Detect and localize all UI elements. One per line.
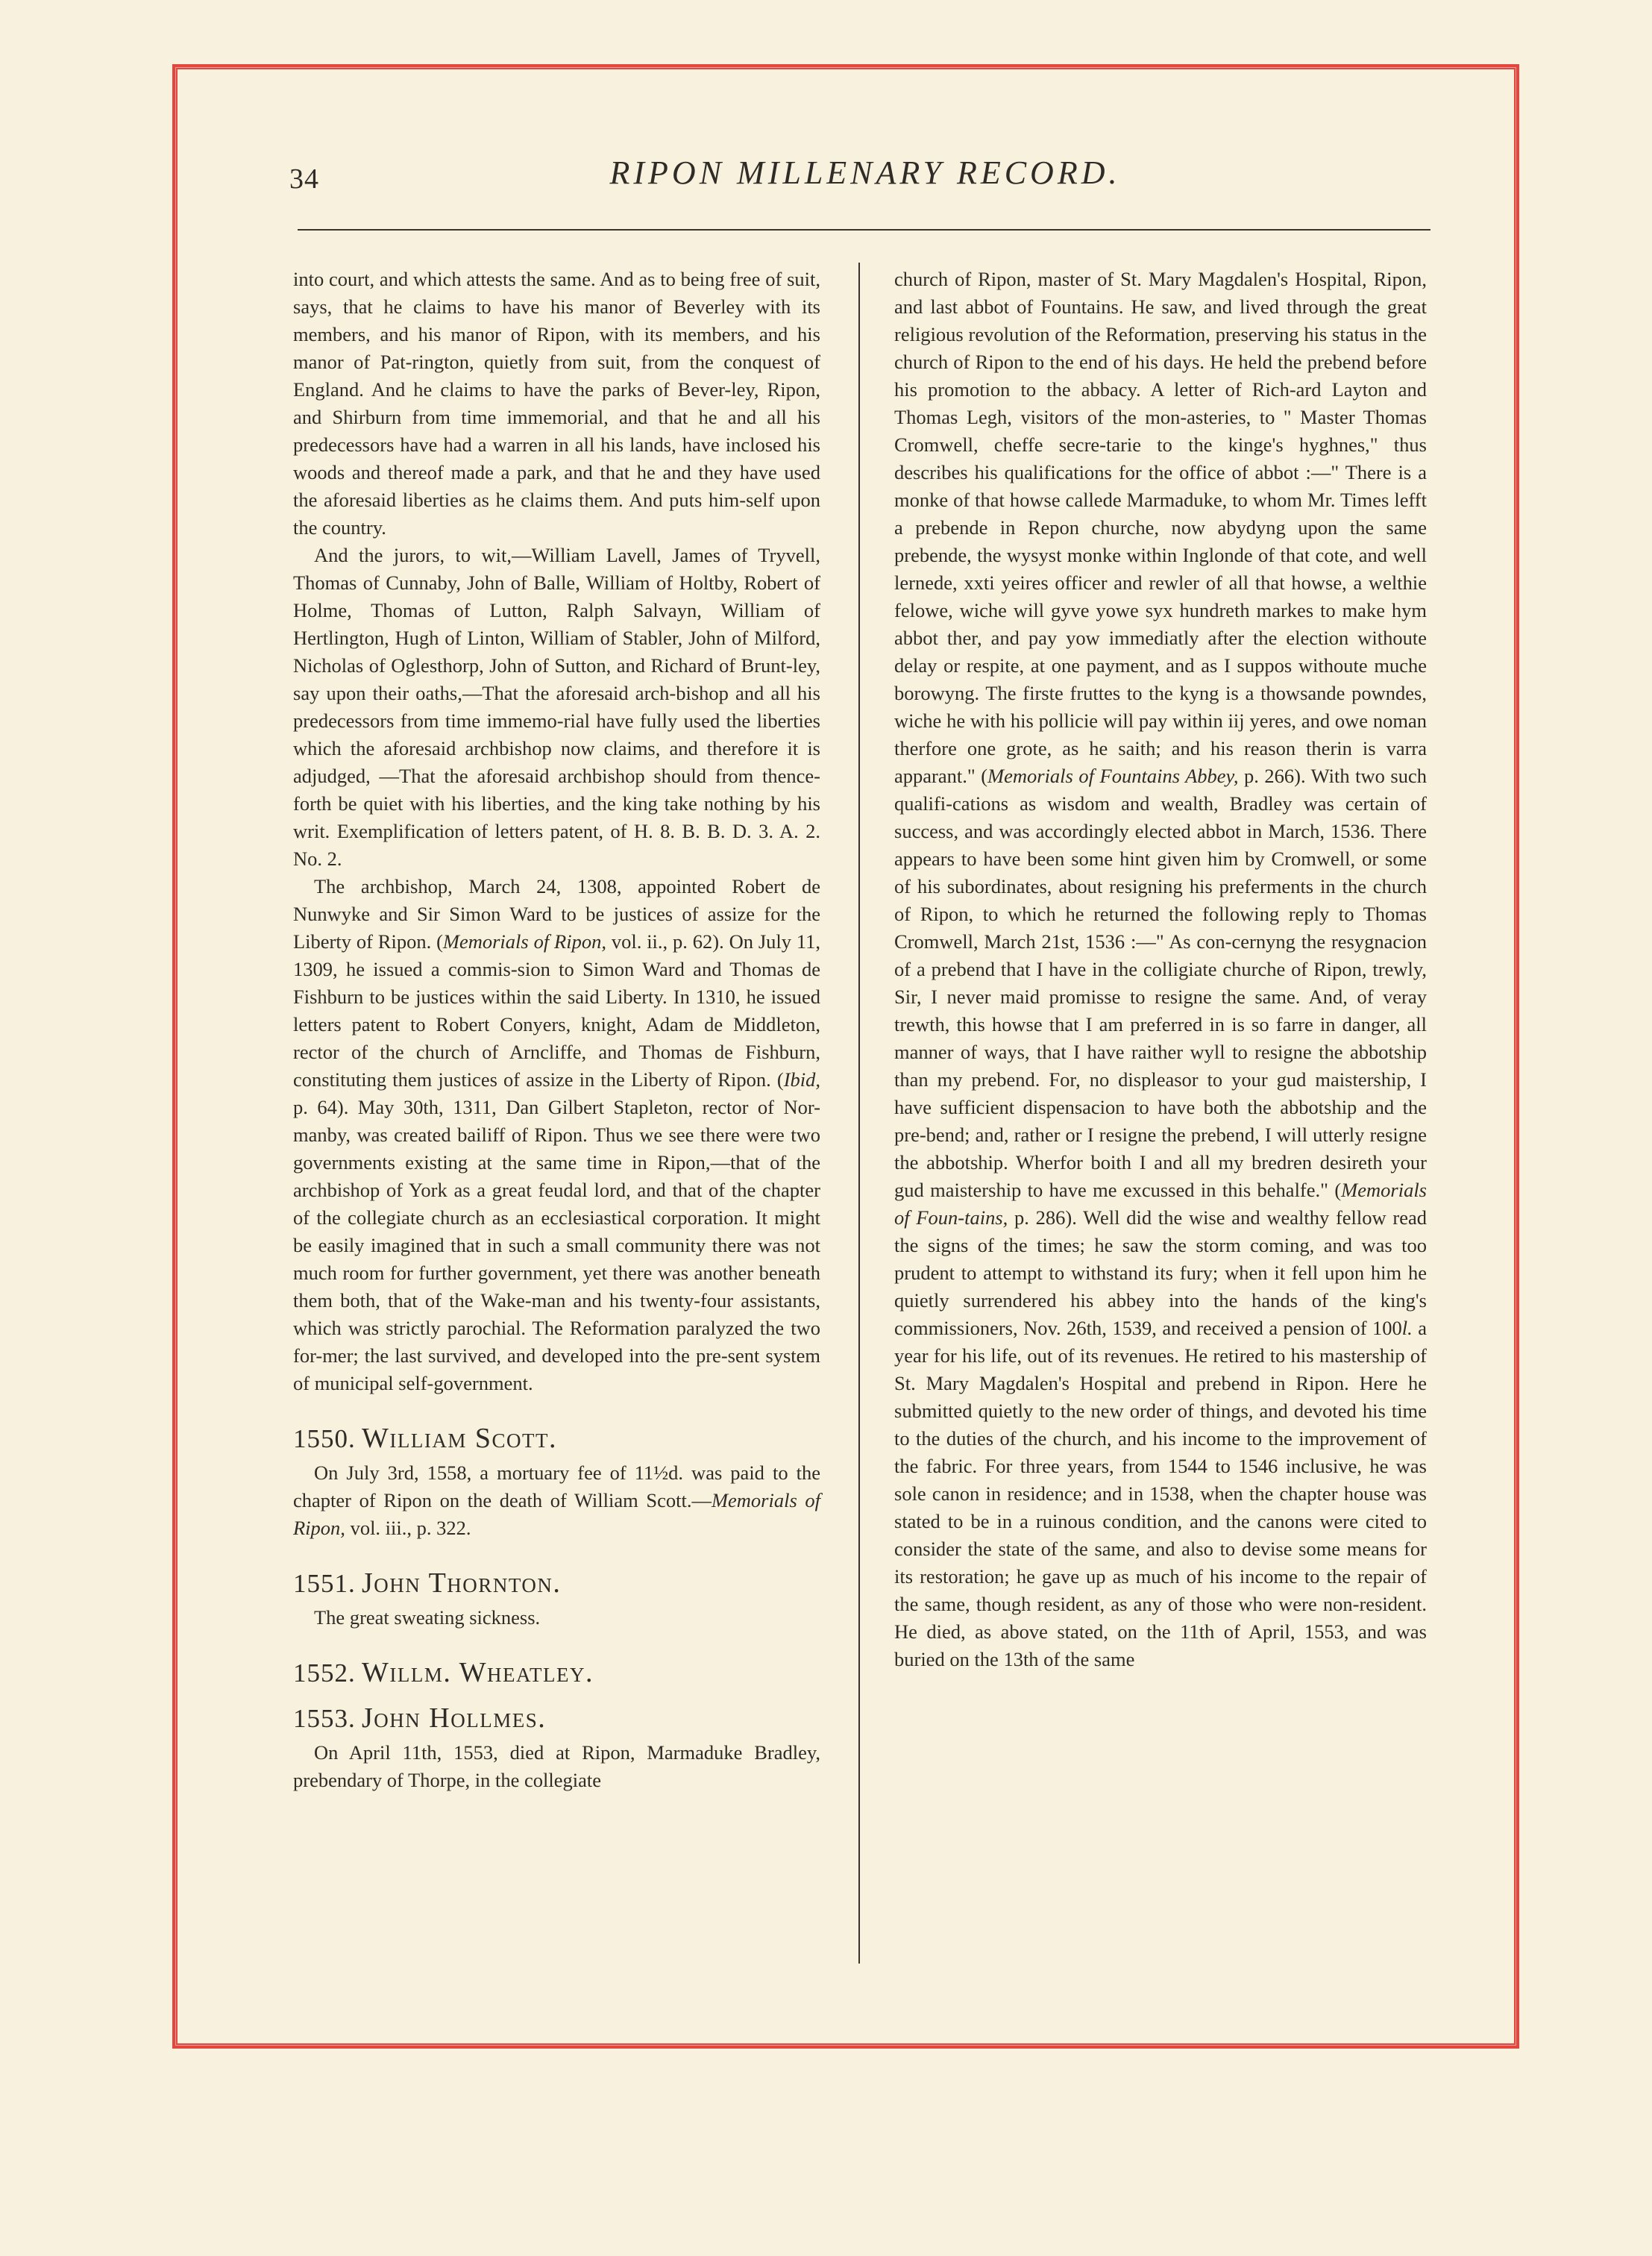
entry-name: John Hollmes.	[362, 1702, 547, 1734]
paragraph: into court, and which attests the same. And as to being free of suit, says, that he claims to have his manor of Beverley with its members, and his manor of Ripon, with its members, and his manor of Pat-rington, quietly from suit, from the conquest of England. And he claims to have the parks of Bever-ley, Ripon, and Shirburn from time immemorial, and that he and all his predecessors have had a warren in all his lands, have inclosed his woods and thereof made a park, and that he and they have used the aforesaid liberties as he claims them. And puts him-self upon the country.	[293, 268, 820, 539]
entry-text: On July 3rd, 1558, a mortuary fee of 11½d. was paid to the chapter of Ripon on the death of William Scott.—Memorials of Ripon, vol. iii., p. 322.	[293, 1461, 820, 1539]
running-head: RIPON MILLENARY RECORD.	[609, 154, 1121, 191]
citation: Ibid,	[783, 1068, 820, 1091]
paragraph: The archbishop, March 24, 1308, appointed Robert de Nunwyke and Sir Simon Ward to be justices of assize for the Liberty of Ripon. (Memorials of Ripon, vol. ii., p. 62). On July 11, 1309, he issued a commis-sion to Simon Ward and Thomas de Fishburn to be justices within the said Liberty. In 1310, he issued letters patent to Robert Conyers, knight, Adam de Middleton, rector of the church of Arncliffe, and Thomas de Fishburn, constituting them justices of assize in the Liberty of Ripon. (Ibid, p. 64). May 30th, 1311, Dan Gilbert Stapleton, rector of Nor-manby, was created bailiff of Ripon. Thus we see there were two governments existing at the same time in Ripon,—that of the archbishop of York as a great feudal lord, and that of the chapter of the collegiate church as an ecclesiastical corporation. It might be easily imagined that in such a small community there was not much room for further government, yet there was another beneath them both, that of the Wake-man and his twenty-four assistants, which was strictly parochial. The Reformation paralyzed the two for-mer; the last survived, and developed into the pre-sent system of municipal self-government.	[293, 875, 820, 1394]
citation: Memorials of Ripon,	[442, 930, 606, 953]
page-number: 34	[289, 163, 319, 195]
paragraph: And the jurors, to wit,—William Lavell, James of Tryvell, Thomas of Cunnaby, John of Balle, William of Holtby, Robert of Holme, Thomas of Lutton, Ralph Salvayn, William of Hertlington, Hugh of Linton, William of Stabler, John of Milford, Nicholas of Oglesthorp, John of Sutton, and Richard of Brunt-ley, say upon their oaths,—That the aforesaid arch-bishop and all his predecessors from time immemo-rial have fully used the liberties which the aforesaid archbishop now claims, and therefore it is adjudged, —That the aforesaid archbishop should from thence-forth be quiet with his liberties, and the king take nothing by his writ. Exemplification of letters patent, of H. 8. B. B. D. 3. A. 2. No. 2.	[293, 544, 820, 870]
currency-abbrev: l.	[1401, 1317, 1413, 1339]
entry-name: William Scott.	[362, 1423, 557, 1454]
paragraph: church of Ripon, master of St. Mary Magdalen's Hospital, Ripon, and last abbot of Fountains. He saw, and lived through the great religious revolution of the Reformation, preserving his status in the church of Ripon to the end of his days. He held the prebend before his promotion to the abbacy. A letter of Rich-ard Layton and Thomas Legh, visitors of the mon-asteries, to " Master Thomas Cromwell, cheffe secre-tarie to the kinge's hyghnes," thus describes his qualifications for the office of abbot :—" There is a monke of that howse callede Marmaduke, to whom Mr. Times lefft a prebende in Repon churche, now abydyng upon the same prebende, the wysyst monke within Inglonde of that cote, and well lernede, xxti yeires officer and rewler of all that howse, a welthie felowe, wiche will gyve yowe syx hundreth markes to make hym abbot ther, and pay yow immediatly after the election withoute delay or respite, at one payment, and as I suppos withoute muche borowyng. The firste fruttes to the kyng is a thowsande powndes, wiche he with his pollicie will pay within iij yeres, and owe noman therfore one grote, as he saith; and his reason therin is varra apparant." (Memorials of Fountains Abbey, p. 266). With two such qualifi-cations as wisdom and wealth, Bradley was certain of success, and was accordingly elected abbot in March, 1536. There appears to have been some hint given him by Cromwell, or some of his subordinates, about resigning his preferments in the church of Ripon, to which he returned the following reply to Thomas Cromwell, March 21st, 1536 :—" As con-cernyng the resygnacion of a prebend that I have in the colligiate churche of Ripon, trewly, Sir, I never maid promisse to resigne the same. And, of veray trewth, this howse that I am preferred in is so farre in danger, all manner of ways, that I have raither wyll to resigne the abbotship than my prebend. For, no displeasor to your gud maistership, I have sufficient dispensacion to have both the abbotship and the pre-bend; and, rather or I resigne the prebend, I will utterly resigne the abbotship. Wherfor boith I and all my bredren desireth your gud maistership to have me excussed in this behalfe." (Memorials of Foun-tains, p. 286). Well did the wise and wealthy fellow read the signs of the times; he saw the storm coming, and was too prudent to attempt to withstand its fury; when it fell upon him he quietly surrendered his abbey into the hands of the king's commissioners, Nov. 26th, 1539, and received a pension of 100l. a year for his life, out of its revenues. He retired to his mastership of St. Mary Magdalen's Hospital and prebend in Ripon. Here he submitted quietly to the new order of things, and devoted his time to the duties of the church, and his income to the improvement of the fabric. For three years, from 1544 to 1546 inclusive, he was sole canon in residence; and in 1538, when the chapter house was stated to be in a ruinous condition, and the canons were cited to consider the state of the same, and also to devise some means for its restoration; he gave up as much of his income to the repair of the same, though resident, as any of those who were non-resident. He died, as above stated, on the 11th of April, 1553, and was buried on the 13th of the same	[894, 268, 1427, 1670]
entry-name: John Thornton.	[362, 1567, 562, 1599]
column-divider	[858, 263, 860, 1964]
entry-text: The great sweating sickness.	[314, 1606, 541, 1629]
entry-year: 1551.	[293, 1569, 356, 1598]
entry-heading	[293, 1702, 820, 1735]
entry-heading	[293, 1657, 820, 1689]
entry-year: 1552.	[293, 1658, 356, 1688]
citation: Memorials of Ripon,	[293, 1489, 820, 1539]
citation: Memorials of Foun-tains,	[894, 1179, 1427, 1229]
entry-year: 1550.	[293, 1424, 356, 1453]
right-column	[894, 266, 1427, 1673]
entry-name: Willm. Wheatley.	[362, 1657, 594, 1688]
header-rule	[298, 229, 1430, 231]
left-column	[293, 266, 820, 1794]
entry-year: 1553.	[293, 1704, 356, 1733]
entry-text: On April 11th, 1553, died at Ripon, Marmaduke Bradley, prebendary of Thorpe, in the collegiate	[293, 1741, 820, 1791]
citation: Memorials of Fountains Abbey,	[987, 765, 1239, 787]
entry-heading	[293, 1567, 820, 1599]
entry-heading	[293, 1423, 820, 1455]
